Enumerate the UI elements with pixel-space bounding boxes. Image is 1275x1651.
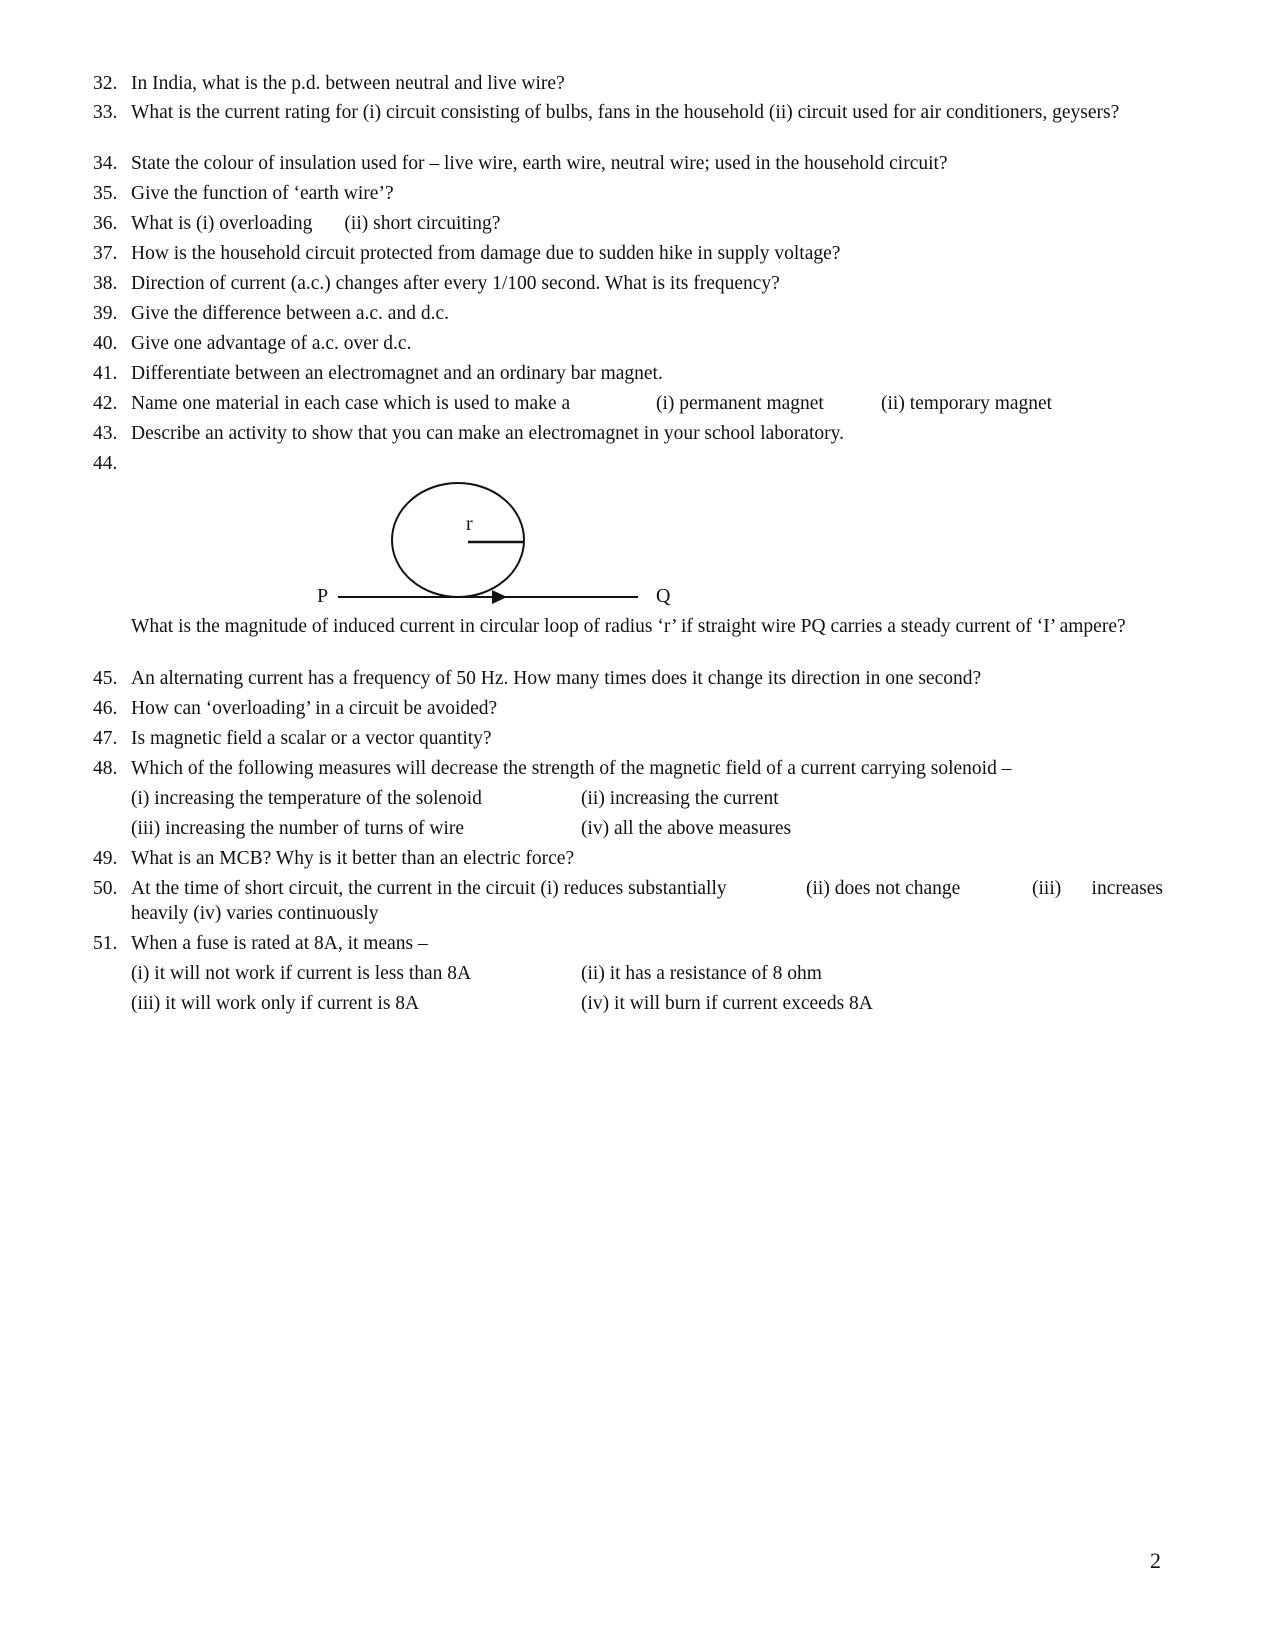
question-text: How is the household circuit protected from damage due to sudden hike in supply voltage? <box>131 243 841 264</box>
question-text: In India, what is the p.d. between neutral and live wire? <box>131 73 565 94</box>
question-text: Which of the following measures will decrease the strength of the magnetic field of a current carrying solenoid – <box>131 758 1012 779</box>
question-text: When a fuse is rated at 8A, it means – <box>131 933 428 954</box>
question-text: What is an MCB? Why is it better than an electric force? <box>131 848 575 869</box>
question-number: 49. <box>93 848 118 869</box>
question-number: 40. <box>93 333 118 354</box>
question-40 <box>93 331 1163 356</box>
question-46 <box>93 696 1163 721</box>
question-option: (ii) does not change <box>806 878 961 899</box>
question-44-text <box>93 614 1163 639</box>
question-number: 47. <box>93 728 118 749</box>
question-number: 37. <box>93 243 118 264</box>
question-number: 38. <box>93 273 118 294</box>
question-number: 42. <box>93 393 118 414</box>
question-34 <box>93 151 1163 176</box>
question-option: (iii) <box>1032 878 1062 899</box>
question-number: 39. <box>93 303 118 324</box>
question-text: What is the current rating for (i) circuit consisting of bulbs, fans in the household (ii) circuit used for air conditioners, geysers? <box>131 102 1120 123</box>
question-number: 48. <box>93 758 118 779</box>
question-51 <box>93 931 1163 956</box>
question-text: Name one material in each case which is used to make a <box>131 393 571 414</box>
point-p-label: P <box>317 585 329 607</box>
question-45 <box>93 666 1163 691</box>
question-option: (ii) increasing the current <box>581 788 779 809</box>
question-text: Give the difference between a.c. and d.c. <box>131 303 449 324</box>
question-text-continued: heavily (iv) varies continuously <box>131 903 379 924</box>
question-text: An alternating current has a frequency of 50 Hz. How many times does it change its direction in one second? <box>131 668 982 689</box>
question-50 <box>93 876 1163 926</box>
question-text: Give the function of ‘earth wire’? <box>131 183 394 204</box>
question-37 <box>93 241 1163 266</box>
question-text: At the time of short circuit, the current in the circuit (i) reduces substantially <box>131 878 727 899</box>
radius-label: r <box>466 513 473 535</box>
question-text: Describe an activity to show that you can make an electromagnet in your school laboratory. <box>131 423 844 444</box>
question-option: increases <box>1091 878 1163 899</box>
question-33 <box>93 100 1163 125</box>
question-option: (ii) temporary magnet <box>881 393 1053 414</box>
question-option: (iv) it will burn if current exceeds 8A <box>581 993 873 1014</box>
question-text: How can ‘overloading’ in a circuit be avoided? <box>131 698 498 719</box>
question-option: (iv) all the above measures <box>581 818 792 839</box>
question-option: (i) permanent magnet <box>656 393 824 414</box>
question-text: Differentiate between an electromagnet and an ordinary bar magnet. <box>131 363 663 384</box>
question-number: 33. <box>93 102 118 123</box>
question-number: 43. <box>93 423 118 444</box>
question-text: Is magnetic field a scalar or a vector quantity? <box>131 728 492 749</box>
question-option: (i) it will not work if current is less than 8A <box>131 963 472 984</box>
question-number: 50. <box>93 878 118 899</box>
question-number: 36. <box>93 213 118 234</box>
question-number: 45. <box>93 668 118 689</box>
question-text: Direction of current (a.c.) changes after every 1/100 second. What is its frequency? <box>131 273 780 294</box>
question-number: 44. <box>93 453 118 474</box>
question-38 <box>93 271 1163 296</box>
question-49 <box>93 846 1163 871</box>
question-option: (ii) it has a resistance of 8 ohm <box>581 963 822 984</box>
question-number: 51. <box>93 933 118 954</box>
question-42 <box>93 391 1163 416</box>
point-q-label: Q <box>656 585 671 607</box>
question-option: (i) increasing the temperature of the solenoid <box>131 788 482 809</box>
question-number: 41. <box>93 363 118 384</box>
question-text: Give one advantage of a.c. over d.c. <box>131 333 412 354</box>
loop-wire-diagram <box>300 470 720 620</box>
question-39 <box>93 301 1163 326</box>
question-36 <box>93 211 1163 236</box>
question-number: 34. <box>93 153 118 174</box>
question-32 <box>93 71 1163 96</box>
question-number: 32. <box>93 73 118 94</box>
question-option: (iii) it will work only if current is 8A <box>131 993 420 1014</box>
question-47 <box>93 726 1163 751</box>
question-41 <box>93 361 1163 386</box>
question-35 <box>93 181 1163 206</box>
question-number: 46. <box>93 698 118 719</box>
question-text: State the colour of insulation used for – live wire, earth wire, neutral wire; used in the household circuit? <box>131 153 948 174</box>
question-option: (iii) increasing the number of turns of wire <box>131 818 465 839</box>
question-text: What is (i) overloading <box>131 213 313 234</box>
page-number: 2 <box>1150 1548 1161 1573</box>
question-number: 35. <box>93 183 118 204</box>
question-text: What is the magnitude of induced current in circular loop of radius ‘r’ if straight wire PQ carries a steady current of ‘I’ ampere? <box>131 616 1126 637</box>
question-48 <box>93 756 1163 781</box>
question-43 <box>93 421 1163 446</box>
question-option: (ii) short circuiting? <box>344 213 501 234</box>
